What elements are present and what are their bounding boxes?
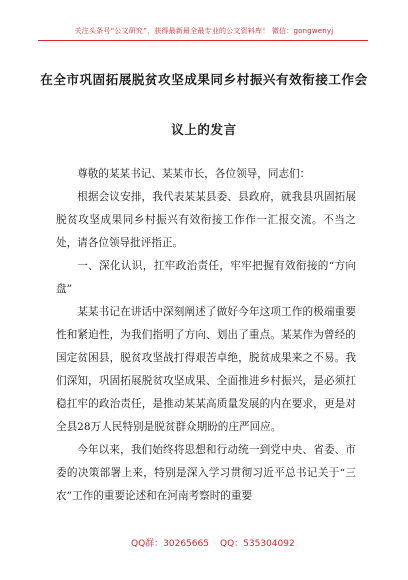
header-divider bbox=[38, 40, 368, 41]
document-title-line1: 在全市巩固拓展脱贫攻坚成果同乡村振兴有效衔接工作会 bbox=[40, 72, 368, 87]
document-body bbox=[56, 163, 356, 508]
header-banner: 关注头条号“公文研究”，获得最新最全最专业的公文资料库！ 微信：gongwenyj bbox=[74, 27, 334, 35]
paragraph: 某某书记在讲话中深刻阐述了做好今年这项工作的极端重要性和紧迫性，为我们指明了方向、划出了重点。某某作为曾经的国定贫困县，脱贫攻坚战打得艰苦卓绝，脱贫成果来之不易。我们深知，巩固拓展脱贫攻坚成果、全面推进乡村振兴，是必须扛稳扛牢的政治责任，是推动某某高质量发展的内在要求，更是对全县28万人民特别是脱贫群众期盼的庄严回应。 bbox=[56, 306, 356, 433]
footer-qq-group: QQ群：30265665 bbox=[131, 539, 209, 549]
paragraph: 今年以来，我们始终将思想和行动统一到党中央、省委、市委的决策部署上来，特别是深入学习贯彻习近平总书记关于“三农”工作的重要论述和在河南考察时的重要 bbox=[56, 444, 356, 502]
section-heading: 一、深化认识，扛牢政治责任，牢牢把握有效衔接的“方向盘” bbox=[56, 260, 356, 295]
document-title-line2: 议上的发言 bbox=[171, 122, 237, 137]
footer bbox=[0, 536, 408, 548]
salutation: 尊敬的某某书记、某某市长，各位领导，同志们： bbox=[77, 168, 311, 180]
footer-qq: QQ：535304092 bbox=[220, 539, 295, 549]
paragraph: 根据会议安排，我代表某某县委、县政府，就我县巩固拓展脱贫攻坚成果同乡村振兴有效衔接工作作一汇报交流。不当之处，请各位领导批评指正。 bbox=[56, 191, 356, 249]
